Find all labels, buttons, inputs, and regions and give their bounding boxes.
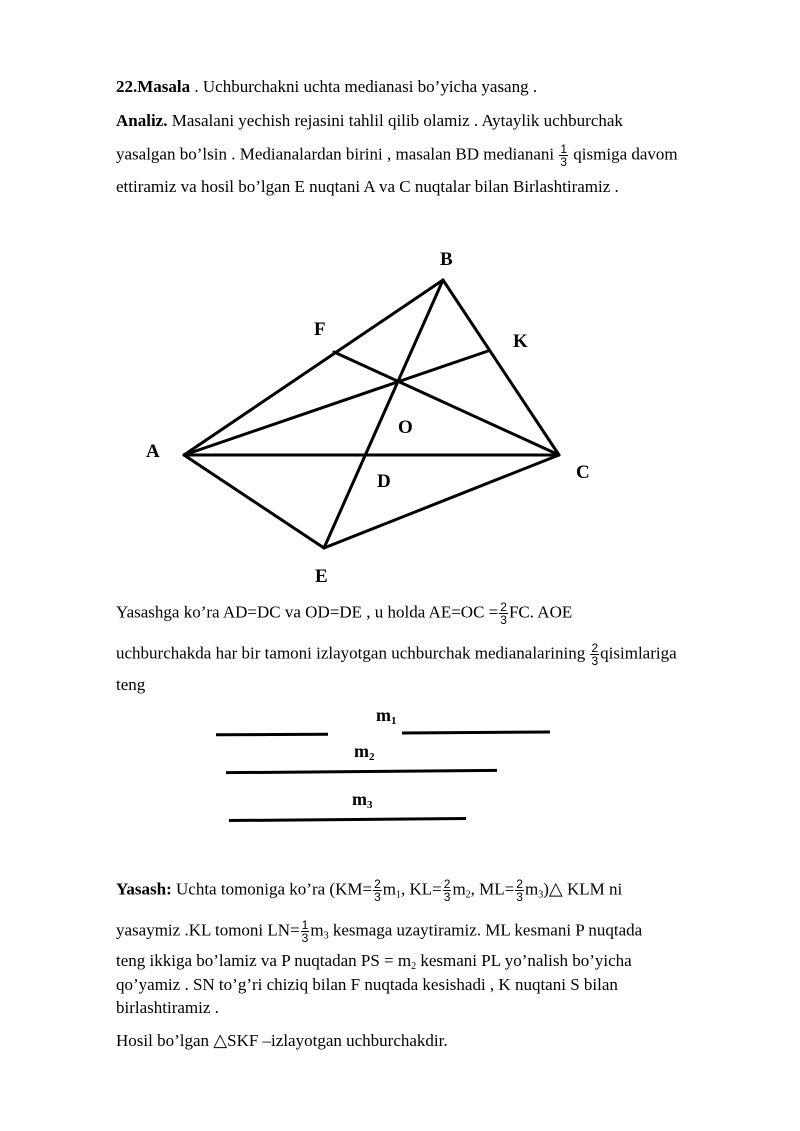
frac-num: 2 [591,641,599,655]
fraction-two-thirds [590,642,599,667]
frac-den: 3 [443,890,451,904]
solution-text: Uchta tomoniga ko’ra (KM= [171,879,373,899]
solution-label: Yasash: [116,879,172,899]
solution-line-5 [116,998,219,1018]
solution-text: m [524,879,539,899]
fraction-one-third [301,919,310,944]
solution-line-3 [116,951,632,977]
fraction-two-thirds [373,878,382,903]
label-b: B [440,249,453,270]
solution-text: ) [543,879,549,899]
construction-text-2b: qisimlariga [600,643,677,663]
median-label-m2 [354,741,375,763]
frac-num: 2 [443,877,451,891]
solution-text: yasaymiz .KL tomoni LN= [116,920,300,940]
solution-text: SKF –izlayotgan uchburchakdir. [227,1031,448,1050]
solution-line-2 [116,919,642,946]
construction-text-2a: uchburchakda har bir tamoni izlayotgan uchburchak medianalarining [116,643,590,663]
solution-text: , ML= [470,879,515,899]
solution-text: Hosil bo’lgan [116,1031,214,1050]
segment-m3 [229,817,466,822]
subscript: 2 [411,961,417,972]
frac-den: 3 [591,654,599,668]
subscript: 2 [465,889,471,901]
m-base: m [352,789,367,809]
solution-text: teng ikkiga bo’lamiz va P nuqtadan PS = m [116,951,412,970]
frac-num: 2 [374,877,381,891]
segment-m1-left [216,733,328,737]
subscript: 3 [538,889,544,901]
construction-text-1b: FC. AOE [508,602,573,622]
fraction-two-thirds [443,878,452,903]
frac-num: 1 [301,918,309,932]
triangle-icon: △ [548,878,563,900]
frac-den: 3 [516,890,523,904]
construction-text-3: teng [116,675,146,694]
label-c: C [576,462,590,483]
solution-text: kesmaga uzaytiramiz. ML kesmani P nuqtada [328,920,643,940]
fraction-two-thirds [499,601,508,626]
m-base: m [354,741,369,761]
construction-line-2 [116,642,677,667]
construction-line-1 [116,601,572,626]
frac-num: 2 [516,877,523,891]
solution-text: m [382,879,396,899]
frac-den: 3 [500,613,507,627]
frac-num: 1 [560,142,568,156]
analysis-text-3: ettiramiz va hosil bo’lgan E nuqtani A va C nuqtalar bilan Birlashtiramiz . [116,177,619,196]
solution-text: birlashtiramiz . [116,998,219,1017]
segment-m2 [226,769,497,774]
label-k: K [513,331,528,352]
frac-den: 3 [560,155,568,169]
analysis-label: Analiz. [116,111,168,130]
solution-line-4 [116,975,618,995]
solution-line-6 [116,1031,448,1051]
m-sub: 1 [391,715,397,727]
solution-text: kesmani PL yo’nalish bo’yicha [416,951,632,970]
label-d: D [377,471,391,492]
label-e: E [315,566,328,587]
subscript: 1 [396,889,401,901]
fraction-two-thirds [515,878,524,903]
construction-line-3 [116,675,145,695]
m-base: m [376,705,391,725]
problem-title: 22.Masala [116,77,191,96]
solution-text: m [452,879,466,899]
median-label-m1 [376,705,397,727]
subscript: 3 [323,930,329,942]
analysis-text-2b: qismiga davom [569,144,678,164]
label-f: F [314,319,326,340]
m-sub: 3 [367,799,373,811]
frac-den: 3 [301,931,309,945]
construction-text-1a: Yasashga ko’ra AD=DC va OD=DE , u holda AE=OC = [116,602,499,622]
solution-text: , KL= [401,879,442,899]
segment-m1-right [402,730,550,734]
frac-num: 2 [500,600,507,614]
m-sub: 2 [369,751,375,763]
solution-text: m [310,920,324,940]
analysis-text-1: Masalani yechish rejasini tahlil qilib olamiz . Aytaylik uchburchak [167,111,623,130]
triangle-icon: △ [213,1030,228,1051]
segment-ae [184,455,324,548]
solution-line-1 [116,878,622,905]
label-o: O [398,417,413,438]
problem-statement: . Uchburchakni uchta medianasi bo’yicha yasang . [190,77,538,96]
solution-text: qo’yamiz . SN to’g’ri chiziq bilan F nuqtada kesishadi , K nuqtani S bilan [116,975,618,994]
label-a: A [146,441,160,462]
analysis-text-2a: yasalgan bo’lsin . Medianalardan birini , masalan BD medianani [116,144,559,164]
median-label-m3 [352,789,373,811]
solution-text: KLM ni [562,879,623,899]
frac-den: 3 [374,890,381,904]
